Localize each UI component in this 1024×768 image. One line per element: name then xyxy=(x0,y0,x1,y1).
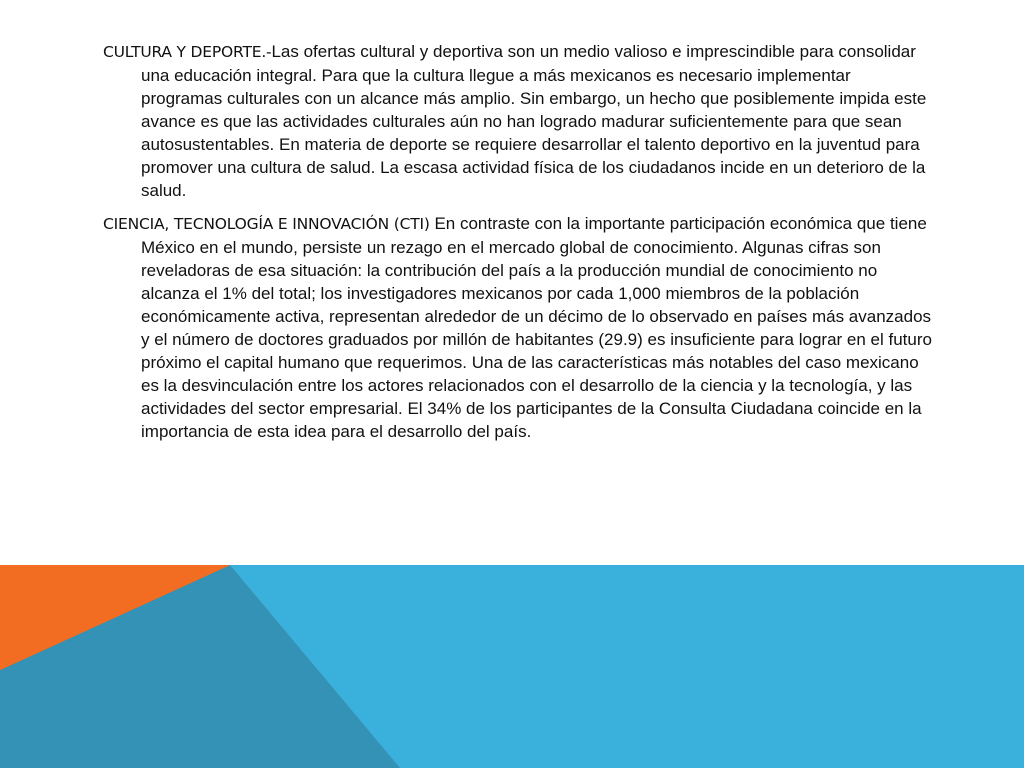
section-heading: CULTURA Y DEPORTE.- xyxy=(103,43,272,61)
section-cultura-deporte xyxy=(103,40,933,202)
section-ciencia-tecnologia xyxy=(103,212,933,443)
section-heading: CIENCIA, TECNOLOGÍA E INNOVACIÓN (CTI) xyxy=(103,215,430,233)
section-text: Las ofertas cultural y deportiva son un medio valioso e imprescindible para consolidar una educación integral. Para que la cultura llegue a más mexicanos es necesario implementar programas culturales con un alcance más amplio. Sin embargo, un hecho que posiblemente impida este avance es que las actividades culturales aún no han logrado madurar suficientemente para que sean autosustentables. En materia de deporte se requiere desarrollar el talento deportivo en la juventud para promover una cultura de salud. La escasa actividad física de los ciudadanos incide en un deterioro de la salud. xyxy=(141,42,927,200)
section-text: En contraste con la importante participación económica que tiene México en el mundo, persiste un rezago en el mercado global de conocimiento. Algunas cifras son reveladoras de esa situación: la contribución del país a la producción mundial de conocimiento no alcanza el 1% del total; los investigadores mexicanos por cada 1,000 miembros de la población económicamente activa, representan alrededor de un décimo de lo observado en países más avanzados y el número de doctores graduados por millón de habitantes (29.9) es insuficiente para lograr en el futuro próximo el capital humano que requerimos. Una de las características más notables del caso mexicano es la desvinculación entre los actores relacionados con el desarrollo de la ciencia y la tecnología, y las actividades del sector empresarial. El 34% de los participantes de la Consulta Ciudadana coincide en la importancia de esta idea para el desarrollo del país. xyxy=(141,214,932,441)
slide-body xyxy=(103,40,933,453)
footer-decoration xyxy=(0,565,1024,768)
